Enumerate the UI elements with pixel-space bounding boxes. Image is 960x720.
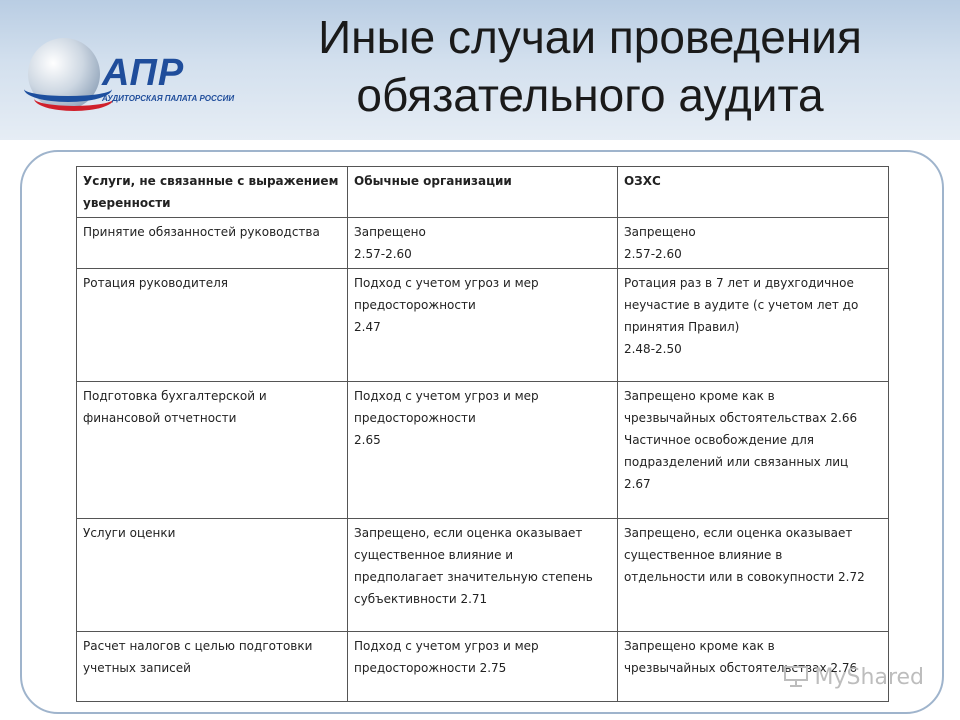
cell-line: 2.65 [354, 433, 381, 447]
table-cell [348, 269, 618, 382]
apr-logo [24, 34, 235, 114]
cell-line: Запрещено кроме как в [623, 639, 775, 653]
cell-line: Запрещено, если оценка оказывает [354, 526, 583, 540]
cell-line: Запрещено, если оценка оказывает [623, 526, 853, 540]
header-regular-organizations [348, 167, 618, 218]
table-header-row [77, 167, 889, 218]
table-cell [617, 382, 888, 519]
audit-services-table [76, 166, 889, 702]
cell-line: Ротация руководителя [83, 276, 229, 290]
header-services [77, 167, 348, 218]
cell-line: субъективности 2.71 [354, 592, 488, 606]
header-ozhs [617, 167, 888, 218]
cell-line: Подход с учетом угроз и мер [354, 389, 539, 403]
logo-text: АПР [102, 52, 185, 94]
cell-line: финансовой отчетности [83, 411, 237, 425]
table-cell [348, 632, 618, 702]
cell-line: предосторожности 2.75 [354, 661, 507, 675]
cell-line: Ротация раз в 7 лет и двухгодичное [623, 276, 854, 290]
table-row [77, 218, 889, 269]
cell-line: 2.48-2.50 [623, 342, 682, 356]
cell-line: Запрещено [623, 225, 696, 239]
myshared-watermark [783, 665, 924, 690]
cell-line: чрезвычайных обстоятельствах 2.76 [623, 661, 858, 675]
table-cell [77, 519, 348, 632]
cell-line: учетных записей [83, 661, 191, 675]
cell-line: Подготовка бухгалтерской и [83, 389, 267, 403]
slide-title-line2: обязательного аудита [356, 69, 824, 121]
table-cell [348, 382, 618, 519]
table-cell [348, 218, 618, 269]
cell-line: Подход с учетом угроз и мер [354, 276, 539, 290]
slide-title [230, 8, 950, 124]
cell-line: 2.57-2.60 [354, 247, 412, 261]
cell-line: Подход с учетом угроз и мер [354, 639, 539, 653]
cell-line: подразделений или связанных лиц [623, 455, 849, 469]
header-ozhs-line: ОЗХС [623, 174, 661, 188]
logo-subtitle: АУДИТОРСКАЯ ПАЛАТА РОССИИ [102, 94, 235, 103]
cell-line: чрезвычайных обстоятельствах 2.66 [623, 411, 858, 425]
cell-line: неучастие в аудите (с учетом лет до [623, 298, 859, 312]
cell-line: предосторожности [354, 298, 476, 312]
table-cell [77, 382, 348, 519]
table-cell [77, 218, 348, 269]
cell-line: Расчет налогов с целью подготовки [83, 639, 313, 653]
cell-line: существенное влияние и [354, 548, 514, 562]
header-regular-line: Обычные организации [354, 174, 512, 188]
table-cell [348, 519, 618, 632]
table-cell [77, 269, 348, 382]
cell-line: 2.57-2.60 [623, 247, 682, 261]
table-cell [77, 632, 348, 702]
table-cell [617, 269, 888, 382]
cell-line: существенное влияние в [623, 548, 783, 562]
cell-line: 2.47 [354, 320, 381, 334]
table-cell [617, 218, 888, 269]
table-row [77, 269, 889, 382]
cell-line: Запрещено кроме как в [623, 389, 775, 403]
header-services-line: уверенности [83, 196, 171, 210]
table-row [77, 632, 889, 702]
table-cell [617, 519, 888, 632]
cell-line: Принятие обязанностей руководства [83, 225, 320, 239]
cell-line: 2.67 [623, 477, 651, 491]
table-row [77, 382, 889, 519]
slide-title-line1: Иные случаи проведения [318, 11, 862, 63]
cell-line: предосторожности [354, 411, 476, 425]
cell-line: Услуги оценки [83, 526, 176, 540]
cell-line: предполагает значительную степень [354, 570, 593, 584]
cell-line: отдельности или в совокупности 2.72 [623, 570, 865, 584]
presentation-board-icon [783, 665, 809, 687]
slide-header [0, 0, 960, 140]
table-row [77, 519, 889, 632]
cell-line: Частичное освобождение для [623, 433, 815, 447]
cell-line: принятия Правил) [623, 320, 740, 334]
header-services-line: Услуги, не связанные с выражением [83, 174, 339, 188]
cell-line: Запрещено [354, 225, 426, 239]
watermark-text: MyShared [814, 665, 924, 690]
